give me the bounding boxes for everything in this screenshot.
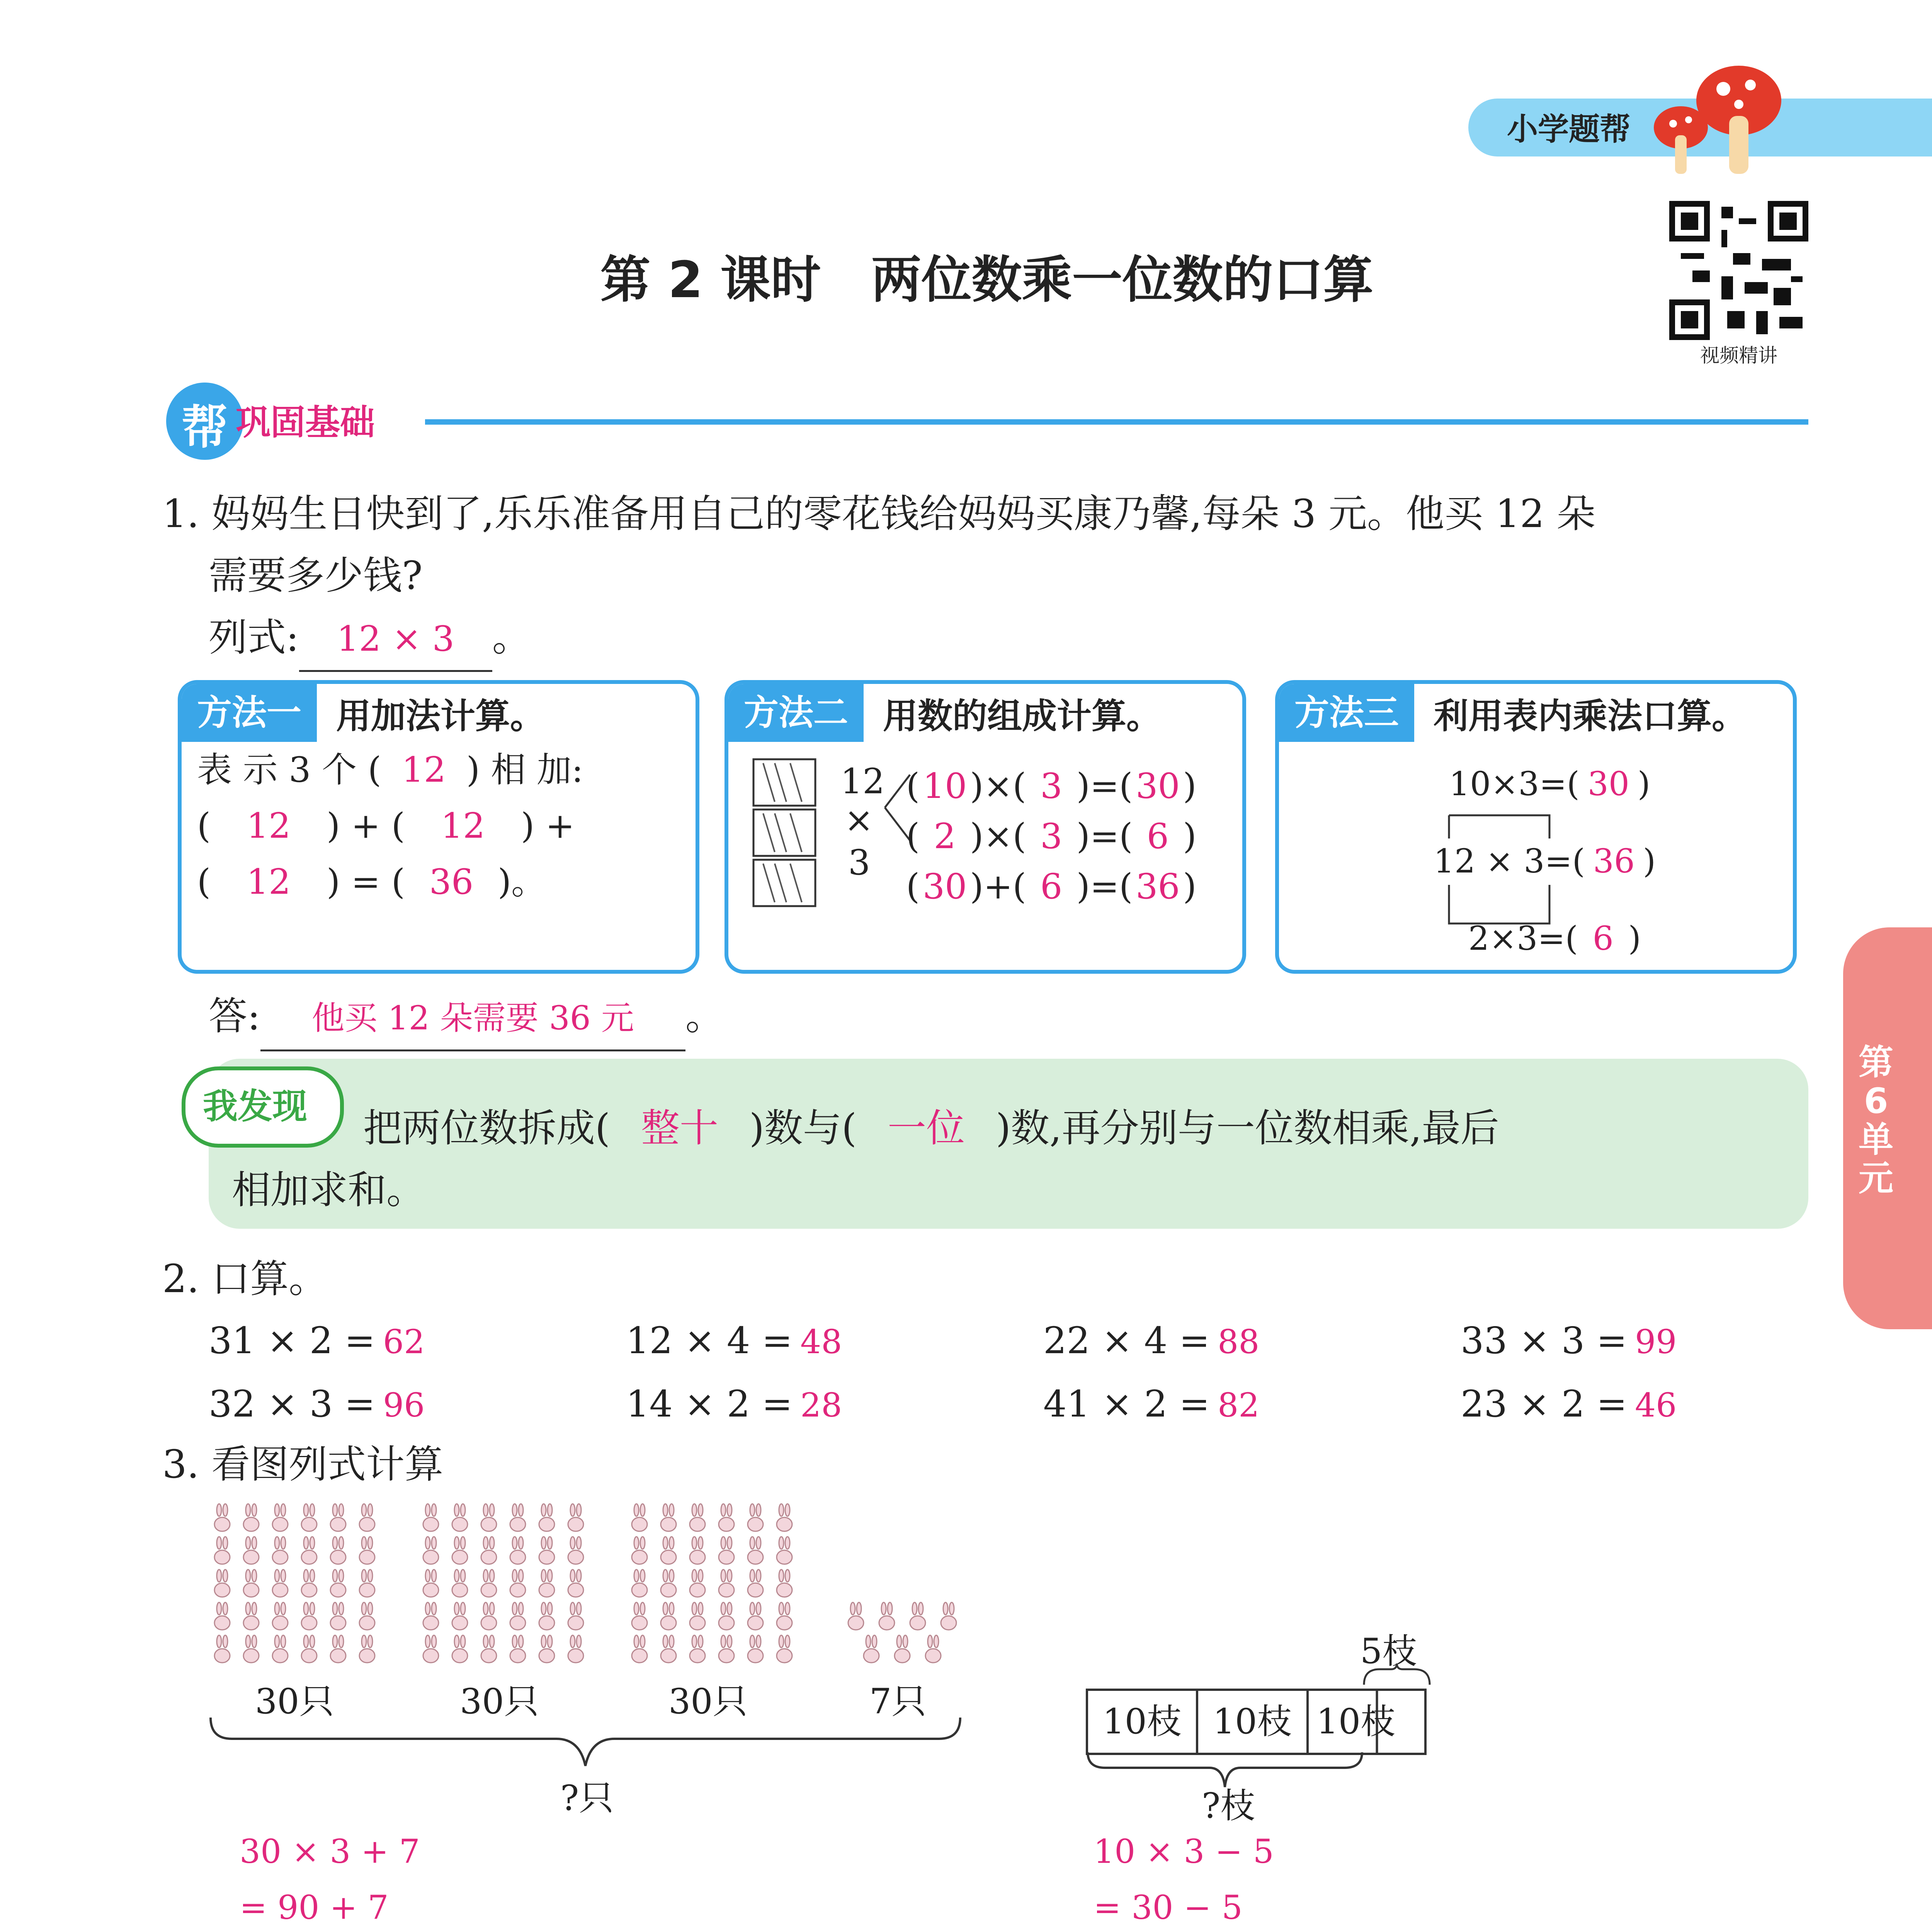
- rabbit-icon: [417, 1569, 444, 1600]
- rabbit-icon: [655, 1536, 682, 1567]
- rabbit-icon: [267, 1569, 294, 1600]
- rabbit-icon: [446, 1602, 473, 1633]
- rabbit-icon: [296, 1602, 323, 1633]
- discover-blank[interactable]: 整十: [641, 1105, 719, 1151]
- rabbit-icon: [475, 1536, 502, 1567]
- m1-text: (: [197, 862, 211, 902]
- rabbit-icon: [238, 1536, 265, 1567]
- q1-answer-row: [209, 985, 724, 1051]
- m2-row3: (30)+( 6 )=(36): [906, 862, 1197, 912]
- q2-answer[interactable]: 96: [383, 1386, 425, 1425]
- rabbit-icon: [446, 1503, 473, 1534]
- q1-expr-answer[interactable]: 12 × 3: [299, 608, 492, 672]
- calc-line: = 90 + 7: [240, 1889, 389, 1927]
- method1-title: 用加法计算。: [336, 696, 545, 736]
- rabbit-icon: [713, 1503, 740, 1534]
- q2-item: [1461, 1310, 1878, 1373]
- m2-blank[interactable]: 36: [1136, 866, 1180, 907]
- discover-text: )数,再分别与一位数相乘,最后: [996, 1105, 1499, 1151]
- total-label: ?只: [560, 1778, 614, 1818]
- rabbit-icon: [417, 1536, 444, 1567]
- q1-line1: 1. 妈妈生日快到了,乐乐准备用自己的零花钱给妈妈买康乃馨,每朵 3 元。他买 12 朵: [162, 491, 1595, 536]
- discover-line2: 相加求和。: [232, 1167, 425, 1213]
- m2-blank[interactable]: 6: [1146, 816, 1169, 857]
- q2-item: [1043, 1310, 1461, 1373]
- rabbit-icon: [935, 1602, 962, 1633]
- q2-item: [1461, 1373, 1878, 1437]
- five-brace: [1360, 1662, 1434, 1689]
- rabbit-icon: [655, 1569, 682, 1600]
- q2-question: 23 × 2 =: [1461, 1383, 1628, 1425]
- m3-mid: 12 × 3=( 36 ): [1434, 831, 1656, 893]
- rabbit-icon: [325, 1634, 352, 1665]
- rabbit-icon: [562, 1569, 589, 1600]
- rabbit-icon: [626, 1536, 653, 1567]
- q3-calc1: [240, 1824, 420, 1932]
- mushroom-icon: [1642, 58, 1789, 182]
- calc-line: = 30 − 5: [1094, 1889, 1243, 1927]
- method1-line2: [197, 798, 696, 854]
- rabbit-icon: [742, 1634, 769, 1665]
- rabbit-icon: [296, 1536, 323, 1567]
- q2-answer[interactable]: 99: [1635, 1323, 1677, 1361]
- rabbit-icon: [742, 1569, 769, 1600]
- calc-line: 30 × 3 + 7: [240, 1833, 420, 1871]
- m2-blank[interactable]: 30: [1136, 766, 1180, 806]
- discover-line1: [363, 1097, 1499, 1159]
- rabbit-icon: [238, 1569, 265, 1600]
- rabbit-icon: [209, 1634, 236, 1665]
- rabbit-icon: [446, 1634, 473, 1665]
- q2-question: 22 × 4 =: [1043, 1320, 1210, 1362]
- rabbit-icon: [354, 1634, 381, 1665]
- rabbit-icon: [417, 1503, 444, 1534]
- rabbit-icon: [446, 1536, 473, 1567]
- rabbit-icon: [417, 1602, 444, 1633]
- q2-answer[interactable]: 82: [1218, 1386, 1260, 1425]
- unit-side-tab-label: 第6单元: [1859, 1042, 1893, 1199]
- q2-question: 14 × 2 =: [626, 1383, 793, 1425]
- q2-item: [626, 1310, 1043, 1373]
- rabbit-icon: [209, 1536, 236, 1567]
- m1-blank[interactable]: 12: [246, 862, 291, 902]
- segment: 10枝: [1088, 1691, 1198, 1753]
- section-badge-text: 帮: [182, 401, 228, 454]
- m1-text: ) +: [520, 806, 575, 846]
- segment: 10枝: [1198, 1691, 1308, 1753]
- q1-ans-suffix: 。: [685, 993, 724, 1039]
- rabbit-icon: [626, 1503, 653, 1534]
- q3-title: 3. 看图列式计算: [162, 1442, 444, 1487]
- rabbit-icon: [771, 1634, 798, 1665]
- q3-calc2: [1094, 1824, 1274, 1932]
- q1-expression-row: [209, 607, 531, 672]
- q2-item: [626, 1373, 1043, 1437]
- discover-text: )数与(: [749, 1105, 857, 1151]
- rabbit-icon: [626, 1602, 653, 1633]
- m2-blank[interactable]: 3: [1040, 816, 1063, 857]
- rabbit-icon: [238, 1503, 265, 1534]
- rabbit-icon: [354, 1536, 381, 1567]
- rabbit-icon: [562, 1634, 589, 1665]
- method3-tag: 方法三: [1279, 684, 1414, 742]
- m1-text: ) 相 加:: [466, 750, 583, 790]
- rabbit-icon: [771, 1569, 798, 1600]
- page-title: 第 2 课时 两位数乘一位数的口算: [600, 250, 1374, 309]
- rabbit-icon: [533, 1569, 560, 1600]
- rabbit-icon: [626, 1634, 653, 1665]
- rabbit-icon: [354, 1569, 381, 1600]
- m1-blank[interactable]: 12: [440, 806, 485, 846]
- discover-text: 把两位数拆成(: [363, 1105, 611, 1151]
- m2-blank[interactable]: 6: [1040, 866, 1063, 907]
- m1-text: 表 示 3 个 (: [197, 750, 381, 790]
- rabbit-icon: [417, 1634, 444, 1665]
- m2-blank[interactable]: 30: [922, 866, 967, 907]
- rabbit-icon: [655, 1634, 682, 1665]
- method3-box: [1275, 680, 1797, 974]
- rabbit-icon: [475, 1503, 502, 1534]
- rabbit-icon: [475, 1569, 502, 1600]
- group-label: 30只: [255, 1681, 334, 1722]
- rabbit-icon: [238, 1634, 265, 1665]
- q2-answer[interactable]: 88: [1218, 1323, 1260, 1361]
- method2-tag: 方法二: [728, 684, 864, 742]
- m1-text: )。: [497, 862, 546, 902]
- rabbit-icon: [713, 1634, 740, 1665]
- segment-bar: [1086, 1689, 1427, 1755]
- rabbit-icon: [325, 1602, 352, 1633]
- rabbit-icon: [904, 1602, 931, 1633]
- rabbit-icon: [684, 1503, 711, 1534]
- m2-row2: ( 2 )×( 3 )=( 6 ): [906, 811, 1197, 862]
- section-title: 巩固基础: [236, 402, 375, 443]
- rabbit-icon: [504, 1503, 531, 1534]
- m1-text: (: [197, 806, 211, 846]
- q2-item: [209, 1373, 626, 1437]
- rabbit-icon: [873, 1602, 900, 1633]
- rabbit-icon: [713, 1536, 740, 1567]
- rabbit-icon: [562, 1602, 589, 1633]
- method2-box: [724, 680, 1246, 974]
- q2-question: 31 × 2 =: [209, 1320, 376, 1362]
- rabbit-icon: [626, 1569, 653, 1600]
- q1-line2: 需要多少钱?: [209, 553, 423, 598]
- rabbit-icon: [655, 1503, 682, 1534]
- rabbit-icon: [771, 1536, 798, 1567]
- rabbit-icon: [684, 1602, 711, 1633]
- brand-label: 小学题帮: [1507, 111, 1631, 147]
- q2-question: 41 × 2 =: [1043, 1383, 1210, 1425]
- rabbit-icon: [267, 1503, 294, 1534]
- m1-text: ) = (: [327, 862, 405, 902]
- rabbit-icon: [446, 1569, 473, 1600]
- rabbit-icon: [684, 1634, 711, 1665]
- rabbit-icon: [325, 1536, 352, 1567]
- rabbit-icon: [267, 1634, 294, 1665]
- q1-expr-prefix: 列式:: [209, 615, 299, 660]
- m2-blank[interactable]: 2: [934, 816, 956, 857]
- rabbit-icon: [475, 1634, 502, 1665]
- rabbit-icon: [296, 1634, 323, 1665]
- group-label: 30只: [668, 1681, 748, 1722]
- rabbit-icon: [713, 1569, 740, 1600]
- method1-box: [178, 680, 699, 974]
- rabbit-icon: [533, 1536, 560, 1567]
- group-label: 7只: [869, 1681, 927, 1722]
- m1-blank[interactable]: 12: [401, 750, 446, 790]
- q2-item: [209, 1310, 626, 1373]
- method2-title: 用数的组成计算。: [883, 696, 1161, 736]
- q2-title: 2. 口算。: [162, 1256, 328, 1301]
- rabbit-icon: [920, 1634, 947, 1665]
- rabbit-icon: [325, 1569, 352, 1600]
- rabbit-icon: [209, 1569, 236, 1600]
- rabbit-icon: [742, 1602, 769, 1633]
- m3-blank[interactable]: 36: [1593, 842, 1635, 881]
- rabbit-icon: [296, 1503, 323, 1534]
- pencil-bundle-icon: [752, 757, 821, 912]
- rabbit-icon: [533, 1503, 560, 1534]
- rabbit-icon: [296, 1569, 323, 1600]
- rabbit-icon: [533, 1602, 560, 1633]
- m3-bot: 2×3=( 6 ): [1468, 908, 1641, 970]
- section-divider: [425, 419, 1808, 425]
- m2-n12: 12: [840, 761, 885, 802]
- method1-tag: 方法一: [182, 684, 317, 742]
- rabbit-icon: [562, 1503, 589, 1534]
- rabbit-icon: [267, 1536, 294, 1567]
- q2-question: 12 × 4 =: [626, 1320, 793, 1362]
- rabbit-icon: [742, 1503, 769, 1534]
- m3-text: 12 × 3=(: [1434, 842, 1585, 881]
- q2-answer[interactable]: 48: [800, 1323, 842, 1361]
- discover-blank[interactable]: 一位: [888, 1105, 965, 1151]
- method3-title: 利用表内乘法口算。: [1434, 696, 1747, 736]
- rabbit-icon: [771, 1602, 798, 1633]
- rabbit-icon: [713, 1602, 740, 1633]
- rabbit-icon: [842, 1602, 869, 1633]
- q1-ans-answer[interactable]: 他买 12 朵需要 36 元: [260, 988, 685, 1051]
- rabbit-icon: [889, 1634, 916, 1665]
- q2-question: 33 × 3 =: [1461, 1320, 1628, 1362]
- rabbit-icon: [209, 1503, 236, 1534]
- rabbit-icon: [238, 1602, 265, 1633]
- q2-answer[interactable]: 46: [1635, 1386, 1677, 1425]
- rabbit-icon: [858, 1634, 885, 1665]
- rabbit-icon: [562, 1536, 589, 1567]
- rabbit-icon: [504, 1569, 531, 1600]
- q2-answer[interactable]: 28: [800, 1386, 842, 1425]
- qr-label: 视频精讲: [1700, 344, 1777, 367]
- method1-line3: [197, 854, 696, 910]
- rabbit-icon: [504, 1634, 531, 1665]
- m3-text: 2×3=(: [1468, 920, 1578, 958]
- rabbit-icon: [504, 1536, 531, 1567]
- total2-label: ?枝: [1202, 1786, 1255, 1826]
- q1-expr-suffix: 。: [492, 615, 531, 660]
- q2-item: [1043, 1373, 1461, 1437]
- rabbit-icon: [504, 1602, 531, 1633]
- method1-line1: [197, 742, 696, 798]
- m2-blank[interactable]: 10: [922, 766, 967, 806]
- m2-n3: 3: [848, 842, 871, 883]
- rabbit-icon: [533, 1634, 560, 1665]
- m1-blank[interactable]: 36: [429, 862, 474, 902]
- qr-code-icon[interactable]: [1669, 201, 1808, 340]
- m1-blank[interactable]: 12: [246, 806, 291, 846]
- q2-answer[interactable]: 62: [383, 1323, 425, 1361]
- calc-line: 10 × 3 − 5: [1094, 1833, 1274, 1871]
- m3-top: 10×3=( 30 ): [1449, 753, 1650, 815]
- rabbit-icon: [354, 1503, 381, 1534]
- rabbit-groups: [209, 1503, 981, 1681]
- segment: 10枝: [1309, 1691, 1424, 1753]
- m2-blank[interactable]: 3: [1040, 766, 1063, 806]
- m3-text: 10×3=(: [1449, 765, 1580, 803]
- rabbit-icon: [209, 1602, 236, 1633]
- rabbit-icon: [475, 1602, 502, 1633]
- group-label: 30只: [460, 1681, 539, 1722]
- rabbit-icon: [742, 1536, 769, 1567]
- rabbit-icon: [771, 1503, 798, 1534]
- discover-badge-text: 我发现: [203, 1086, 307, 1127]
- m2-row1: (10)×( 3 )=(30): [906, 761, 1197, 811]
- q2-question: 32 × 3 =: [209, 1383, 376, 1425]
- m3-blank[interactable]: 30: [1587, 765, 1629, 803]
- rabbit-icon: [354, 1602, 381, 1633]
- rabbit-icon: [684, 1569, 711, 1600]
- rabbit-icon: [655, 1602, 682, 1633]
- q1-ans-prefix: 答:: [209, 993, 260, 1039]
- m3-blank[interactable]: 6: [1592, 920, 1614, 958]
- rabbit-icon: [325, 1503, 352, 1534]
- m1-text: ) + (: [327, 806, 405, 846]
- rabbit-icon: [684, 1536, 711, 1567]
- q2-grid: [209, 1310, 1870, 1437]
- m2-times: ×: [844, 800, 874, 840]
- rabbit-icon: [267, 1602, 294, 1633]
- five-label: 5枝: [1360, 1631, 1417, 1672]
